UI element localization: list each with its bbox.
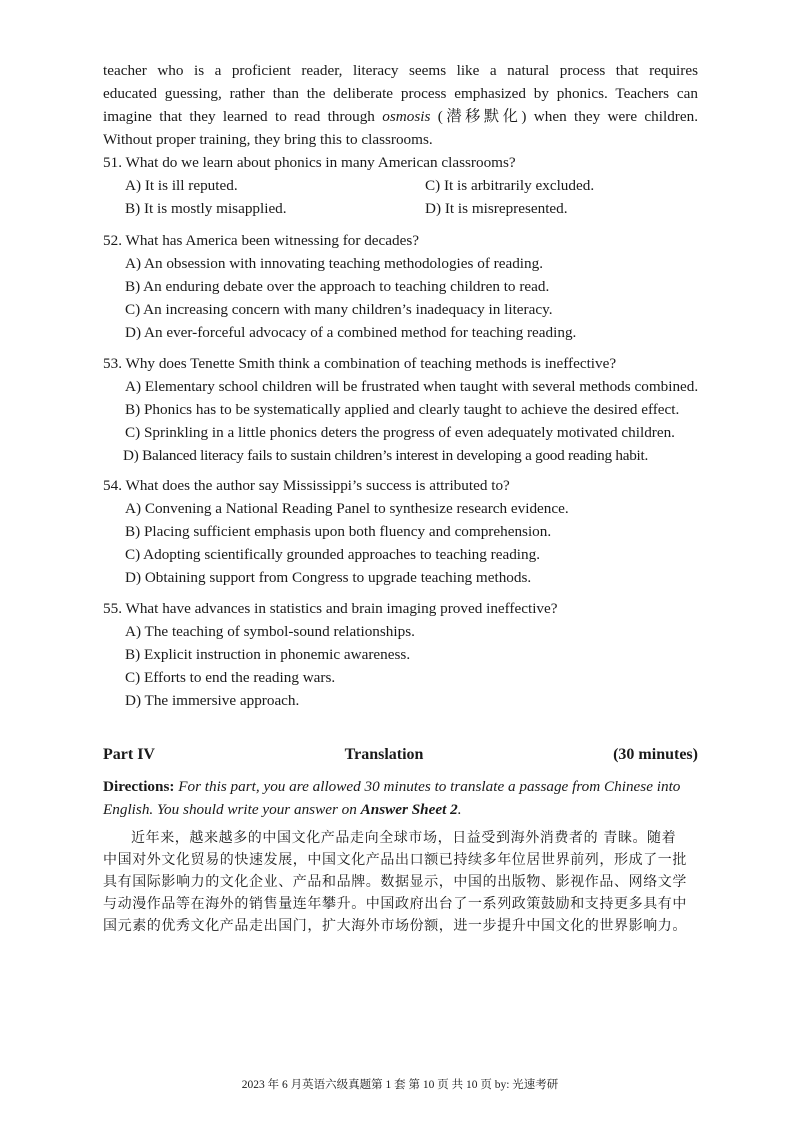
question-51: [103, 151, 698, 220]
passage-line: educated guessing, rather than the deliberate process emphasized by phonics. Teachers can: [103, 85, 698, 102]
chinese-line: 近年来，越来越多的中国文化产品走向全球市场，日益受到海外消费者的 青睐。随着: [131, 830, 677, 846]
option: B) It is mostly misapplied.: [125, 200, 287, 217]
directions: [103, 775, 698, 821]
question-52: [103, 229, 698, 344]
option: D) Balanced literacy fails to sustain children’s interest in developing a good reading habit.: [123, 447, 649, 464]
page-footer: 2023 年 6 月英语六级真题第 1 套 第 10 页 共 10 页 by: 光速考研: [241, 1079, 559, 1091]
option: D) An ever-forceful advocacy of a combined method for teaching reading.: [125, 324, 577, 341]
option: C) An increasing concern with many children’s inadequacy in literacy.: [125, 301, 553, 318]
option: C) Sprinkling in a little phonics deters the progress of even adequately motivated children.: [125, 424, 675, 441]
chinese-line: 国元素的优秀文化产品走出国门，扩大海外市场份额，进一步提升中国文化的世界影响力。: [103, 918, 687, 934]
option: B) Phonics has to be systematically applied and clearly taught to achieve the desired effect.: [125, 401, 680, 418]
option: B) Placing sufficient emphasis upon both fluency and comprehension.: [125, 523, 552, 540]
option: A) An obsession with innovating teaching methodologies of reading.: [125, 255, 544, 272]
option: B) Explicit instruction in phonemic awareness.: [125, 646, 411, 663]
directions-text: .: [457, 801, 462, 818]
chinese-passage: [103, 827, 698, 937]
option: C) Efforts to end the reading wars.: [125, 669, 336, 686]
part-time: (30 minutes): [613, 746, 698, 763]
directions-label: Directions:: [103, 778, 175, 795]
part-title: Translation: [344, 746, 424, 763]
option: D) Obtaining support from Congress to upgrade teaching methods.: [125, 569, 532, 586]
chinese-line: 与动漫作品等在海外的销售量连年攀升。中国政府出台了一系列政策鼓励和支持更多具有中: [103, 896, 687, 912]
part-label: Part IV: [103, 746, 155, 763]
option: A) Convening a National Reading Panel to synthesize research evidence.: [125, 500, 569, 517]
passage-line: [103, 105, 698, 128]
option-row: [103, 174, 698, 197]
question-stem: 54. What does the author say Mississippi’s success is attributed to?: [103, 477, 510, 494]
passage-tail: [103, 59, 698, 151]
option: A) Elementary school children will be frustrated when taught with several methods combined.: [125, 378, 699, 395]
passage-text: (潜移默化) when they were children.: [430, 108, 698, 125]
question-54: [103, 474, 698, 589]
option: C) It is arbitrarily excluded.: [425, 177, 595, 194]
italic-term: osmosis: [382, 108, 431, 125]
answer-sheet-ref: Answer Sheet 2: [360, 801, 458, 818]
question-53: [103, 352, 698, 467]
passage-text: imagine that they learned to read through: [103, 108, 383, 125]
question-stem: 52. What has America been witnessing for decades?: [103, 232, 420, 249]
chinese-line: 中国对外文化贸易的快速发展，中国文化产品出口额已持续多年位居世界前列，形成了一批: [103, 852, 687, 868]
option-row: [103, 197, 698, 220]
chinese-line: 具有国际影响力的文化企业、产品和品牌。数据显示，中国的出版物、影视作品、网络文学: [103, 874, 687, 890]
directions-line: [103, 775, 698, 798]
option: D) It is misrepresented.: [425, 200, 568, 217]
option: A) The teaching of symbol-sound relationships.: [125, 623, 415, 640]
directions-text: For this part, you are allowed 30 minutes to translate a passage from Chinese into: [174, 778, 681, 795]
option: B) An enduring debate over the approach to teaching children to read.: [125, 278, 550, 295]
directions-text: English. You should write your answer on: [103, 801, 361, 818]
option: A) It is ill reputed.: [125, 177, 238, 194]
option: C) Adopting scientifically grounded approaches to teaching reading.: [125, 546, 541, 563]
question-stem: 51. What do we learn about phonics in many American classrooms?: [103, 154, 516, 171]
directions-line: [103, 798, 698, 821]
option: D) The immersive approach.: [125, 692, 300, 709]
question-stem: 53. Why does Tenette Smith think a combination of teaching methods is ineffective?: [103, 355, 617, 372]
passage-line: Without proper training, they bring this to classrooms.: [103, 131, 433, 148]
question-55: [103, 597, 698, 712]
question-stem: 55. What have advances in statistics and brain imaging proved ineffective?: [103, 600, 558, 617]
part-header: [103, 743, 698, 766]
passage-line: teacher who is a proficient reader, literacy seems like a natural process that requires: [103, 62, 698, 79]
